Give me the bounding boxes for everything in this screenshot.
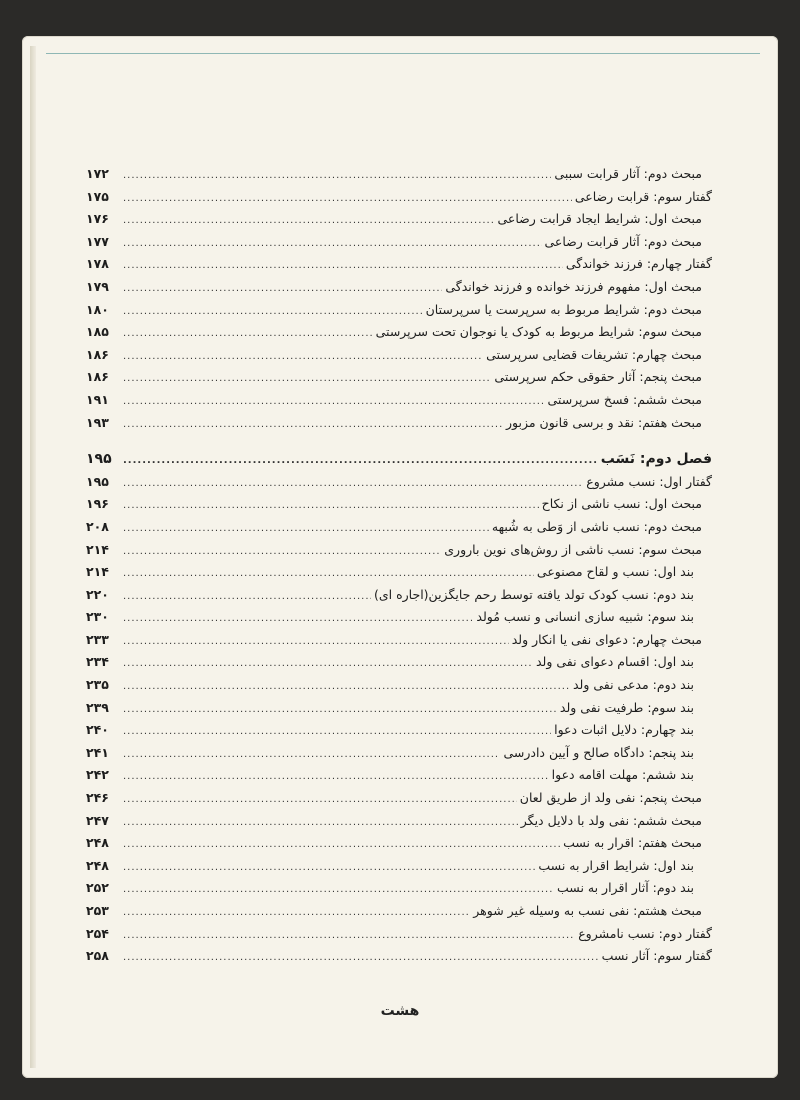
toc-entry xyxy=(86,745,712,768)
toc-entry xyxy=(86,474,712,497)
toc-entry-page-number: ۲۴۲ xyxy=(86,767,109,783)
toc-entry-title: مبحث چهارم: تشریفات قضایی سرپرستی xyxy=(486,346,702,362)
toc-entry-page-number: ۱۷۷ xyxy=(86,233,109,249)
toc-entry xyxy=(86,677,712,700)
toc-entry-page-number: ۲۵۳ xyxy=(86,903,109,918)
dot-leader xyxy=(123,523,489,534)
toc-entry-page-number: ۲۵۲ xyxy=(86,880,109,896)
toc-entry-page-number: ۱۸۵ xyxy=(86,324,109,340)
dot-leader xyxy=(123,193,572,204)
toc-entry xyxy=(86,858,712,881)
page-binding-edge xyxy=(30,46,36,1068)
toc-entry xyxy=(86,790,712,813)
toc-entry-page-number: ۱۹۱ xyxy=(86,391,109,407)
toc-entry xyxy=(86,519,712,542)
chapter-title: فصل دوم: نَسَب xyxy=(600,451,712,468)
toc-entry-page-number: ۱۹۵ xyxy=(86,473,109,489)
dot-leader xyxy=(123,546,441,557)
dot-leader xyxy=(123,351,483,362)
toc-entry-title: بند پنجم: دادگاه صالح و آیین دادرسی xyxy=(503,744,694,760)
dot-leader xyxy=(123,952,599,963)
toc-entry-title: بند ششم: مهلت اقامه دعوا xyxy=(551,767,694,783)
dot-leader xyxy=(123,478,583,489)
toc-entry xyxy=(86,256,712,279)
toc-entry-page-number: ۲۰۸ xyxy=(86,518,109,534)
toc-entry-title: مبحث اول: مفهوم فرزند خوانده و فرزند خواندگی xyxy=(445,278,702,294)
toc-entry-title: بند اول: نسب و لقاح مصنوعی xyxy=(536,564,694,580)
dot-leader xyxy=(123,170,551,181)
dot-leader xyxy=(123,884,554,895)
dot-leader xyxy=(123,794,517,805)
dot-leader xyxy=(123,591,371,602)
dot-leader xyxy=(123,419,503,430)
toc-entry-page-number: ۱۸۶ xyxy=(86,369,109,385)
toc-entry-page-number: ۱۹۳ xyxy=(86,414,109,430)
toc-entry xyxy=(86,279,712,302)
toc-entry xyxy=(86,392,712,415)
toc-entry-page-number: ۲۴۸ xyxy=(86,857,109,873)
toc-entry-page-number: ۱۸۶ xyxy=(86,346,109,362)
chapter-page-number: ۱۹۵ xyxy=(86,451,112,468)
dot-leader xyxy=(123,396,545,407)
dot-leader xyxy=(123,907,470,918)
dot-leader xyxy=(123,215,495,226)
toc-entry-page-number: ۲۱۴ xyxy=(86,541,109,557)
toc-entry xyxy=(86,542,712,565)
toc-entry xyxy=(86,722,712,745)
toc-entry-title: گفتار سوم: آثار نسب xyxy=(601,948,712,964)
toc-entry-page-number: ۲۵۸ xyxy=(86,948,109,964)
toc-entry-page-number: ۲۳۵ xyxy=(86,677,109,693)
toc-entry-title: مبحث پنجم: آثار حقوقی حکم سرپرستی xyxy=(494,369,702,385)
toc-entry-page-number: ۲۳۴ xyxy=(86,654,109,670)
toc-entry-title: مبحث ششم: فسخ سرپرستی xyxy=(547,391,702,407)
toc-entry xyxy=(86,587,712,610)
dot-leader xyxy=(123,328,373,339)
toc-entry xyxy=(86,302,712,325)
dot-leader xyxy=(123,238,542,249)
toc-entry xyxy=(86,564,712,587)
toc-entry-title: بند چهارم: دلایل اثبات دعوا xyxy=(554,722,694,738)
toc-entry-page-number: ۱۸۰ xyxy=(86,301,109,317)
toc-entry xyxy=(86,948,712,971)
toc-entry xyxy=(86,369,712,392)
toc-entry-title: مبحث ششم: نفی ولد با دلایل دیگر xyxy=(520,812,702,828)
toc-entry-title: مبحث دوم: آثار قرابت رضاعی xyxy=(544,233,702,249)
toc-entry xyxy=(86,903,712,926)
toc-entry-title: بند دوم: نسب کودک تولد یافته توسط رحم جایگزین(اجاره ای) xyxy=(373,586,694,602)
toc-entry xyxy=(86,166,712,189)
table-of-contents xyxy=(86,166,712,971)
toc-entry-title: مبحث اول: نسب ناشی از نکاح xyxy=(541,496,702,512)
toc-entry-page-number: ۲۴۰ xyxy=(86,722,109,738)
toc-entry-title: مبحث چهارم: دعوای نفی یا انکار ولد xyxy=(511,631,702,647)
toc-entry-title: بند اول: اقسام دعوای نفی ولد xyxy=(536,654,694,670)
dot-leader xyxy=(123,771,549,782)
toc-entry xyxy=(86,234,712,257)
toc-entry-title: بند دوم: مدعی نفی ولد xyxy=(572,677,694,693)
toc-entry-title: مبحث هشتم: نفی نسب به وسیله غیر شوهر xyxy=(473,903,702,918)
toc-entry-title: بند سوم: شبیه سازی انسانی و نسب مُولد xyxy=(476,609,694,625)
toc-entry-title: بند سوم: طرفیت نفی ولد xyxy=(559,699,694,715)
toc-entry xyxy=(86,767,712,790)
toc-entry-page-number: ۱۹۶ xyxy=(86,496,109,512)
toc-entry xyxy=(86,496,712,519)
toc-entry-page-number: ۲۴۸ xyxy=(86,835,109,851)
toc-entry-title: مبحث دوم: نسب ناشی از وَطی به شُبهه xyxy=(491,518,702,534)
toc-entry xyxy=(86,415,712,438)
dot-leader xyxy=(123,704,557,715)
toc-entry xyxy=(86,835,712,858)
toc-entry-page-number: ۱۷۸ xyxy=(86,256,109,272)
toc-entry xyxy=(86,189,712,212)
toc-entry-title: مبحث دوم: آثار قرابت سببی xyxy=(554,166,702,181)
toc-entry-page-number: ۱۷۵ xyxy=(86,188,109,204)
dot-leader xyxy=(123,726,551,737)
toc-entry xyxy=(86,880,712,903)
toc-entry xyxy=(86,926,712,949)
chapter-gap xyxy=(86,437,712,451)
dot-leader xyxy=(123,283,442,294)
toc-entry-page-number: ۲۳۰ xyxy=(86,609,109,625)
top-rule xyxy=(46,53,760,54)
toc-entry xyxy=(86,609,712,632)
toc-entry-title: مبحث هفتم: نقد و برسی قانون مزبور xyxy=(505,414,702,430)
toc-chapter-heading xyxy=(86,451,712,474)
page-number-footer: هشت xyxy=(380,1003,420,1019)
dot-leader xyxy=(123,658,533,669)
toc-section-lineage xyxy=(86,474,712,971)
dot-leader xyxy=(123,681,570,692)
toc-entry-title: گفتار چهارم: فرزند خواندگی xyxy=(565,256,712,272)
toc-entry-page-number: ۲۴۶ xyxy=(86,790,109,806)
toc-entry xyxy=(86,211,712,234)
toc-entry-page-number: ۲۲۰ xyxy=(86,586,109,602)
toc-entry-title: مبحث دوم: شرایط مربوط به سرپرست یا سرپرستان xyxy=(425,301,702,317)
toc-entry-title: مبحث اول: شرایط ایجاد قرابت رضاعی xyxy=(497,211,702,227)
toc-entry-page-number: ۲۴۷ xyxy=(86,812,109,828)
toc-entry xyxy=(86,654,712,677)
toc-entry-title: مبحث سوم: نسب ناشی از روش‌های نوین باروری xyxy=(444,541,702,557)
toc-entry xyxy=(86,347,712,370)
toc-entry-page-number: ۲۳۳ xyxy=(86,631,109,647)
dot-leader xyxy=(123,613,473,624)
dot-leader xyxy=(123,260,563,271)
toc-entry xyxy=(86,632,712,655)
toc-entry-title: بند دوم: آثار اقرار به نسب xyxy=(557,880,694,896)
toc-entry-title: مبحث سوم: شرایط مربوط به کودک یا نوجوان تحت سرپرستی xyxy=(375,324,702,340)
dot-leader xyxy=(123,930,575,941)
dot-leader xyxy=(123,306,423,317)
toc-entry xyxy=(86,700,712,723)
toc-entry-title: گفتار دوم: نسب نامشروع xyxy=(578,925,712,941)
dot-leader xyxy=(123,373,491,384)
dot-leader xyxy=(123,817,518,828)
book-page xyxy=(22,36,778,1078)
toc-entry xyxy=(86,813,712,836)
toc-entry xyxy=(86,324,712,347)
toc-entry-page-number: ۱۷۲ xyxy=(86,166,109,181)
dot-leader xyxy=(123,749,500,760)
toc-entry-page-number: ۱۷۶ xyxy=(86,211,109,227)
dot-leader xyxy=(123,839,560,850)
toc-entry-page-number: ۱۷۹ xyxy=(86,278,109,294)
toc-entry-title: گفتار سوم: قرابت رضاعی xyxy=(574,188,712,204)
dot-leader xyxy=(123,455,598,466)
toc-entry-page-number: ۲۵۴ xyxy=(86,925,109,941)
toc-section-kinship xyxy=(86,166,712,437)
toc-entry-page-number: ۲۴۱ xyxy=(86,744,109,760)
toc-entry-page-number: ۲۱۴ xyxy=(86,564,109,580)
dot-leader xyxy=(123,568,534,579)
dot-leader xyxy=(123,500,539,511)
toc-entry-title: مبحث هفتم: اقرار به نسب xyxy=(563,835,702,851)
toc-entry-title: مبحث پنجم: نفی ولد از طریق لعان xyxy=(519,790,702,806)
dot-leader xyxy=(123,862,535,873)
dot-leader xyxy=(123,636,509,647)
toc-entry-page-number: ۲۳۹ xyxy=(86,699,109,715)
toc-entry-title: بند اول: شرایط اقرار به نسب xyxy=(538,857,694,873)
toc-entry-title: گفتار اول: نسب مشروع xyxy=(586,473,712,489)
